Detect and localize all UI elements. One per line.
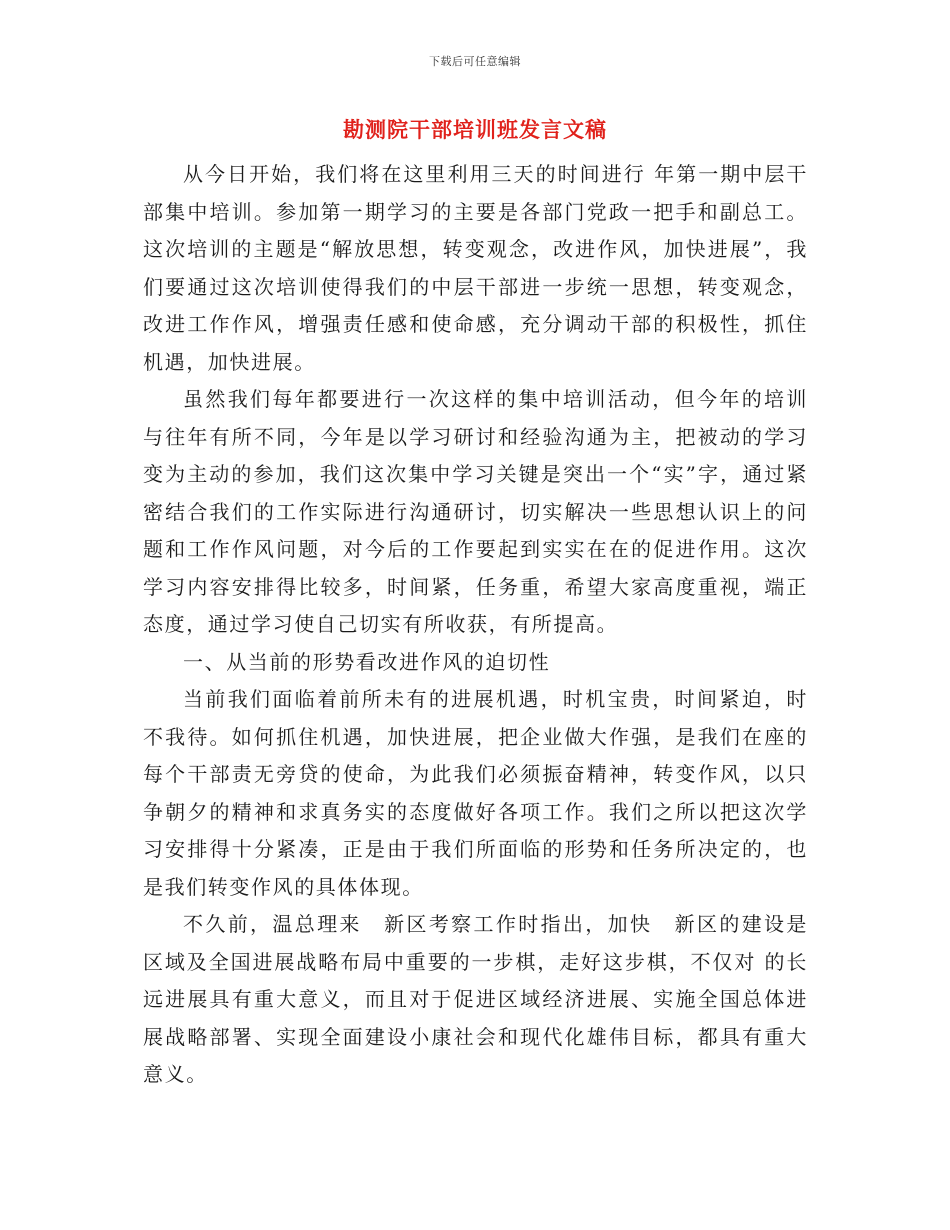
- paragraph-training-difference: 虽然我们每年都要进行一次这样的集中培训活动，但今年的培训与往年有所不同，今年是以学习研讨和经验沟通为主，把被动的学习变为主动的参加，我们这次集中学习关键是突出一个“实”字，通过紧密结合我们的工作实际进行沟通研讨，切实解决一些思想认识上的问题和工作作风问题，对今后的工作要起到实实在在的促进作用。这次学习内容安排得比较多，时间紧，任务重，希望大家高度重视，端正态度，通过学习使自己切实有所收获，有所提高。: [143, 387, 808, 636]
- document-body: [143, 156, 808, 1094]
- section-heading-1: 一、从当前的形势看改进作风的迫切性: [183, 649, 551, 674]
- paragraph-opportunity: 当前我们面临着前所未有的进展机遇，时机宝贵，时间紧迫，时不我待。如何抓住机遇，加快进展，把企业做大作强，是我们在座的每个干部责无旁贷的使命，为此我们必须振奋精神，转变作风，以只争朝夕的精神和求真务实的态度做好各项工作。我们之所以把这次学习安排得十分紧凑，正是由于我们所面临的形势和任务所决定的，也是我们转变作风的具体体现。: [143, 687, 808, 899]
- document-title: 勘测院干部培训班发言文稿: [343, 118, 607, 142]
- paragraph-intro: 从今日开始，我们将在这里利用三天的时间进行 年第一期中层干部集中培训。参加第一期学习的主要是各部门党政一把手和副总工。这次培训的主题是“解放思想，转变观念，改进作风，加快进展”，我们要通过这次培训使得我们的中层干部进一步统一思想，转变观念，改进工作作风，增强责任感和使命感，充分调动干部的积极性，抓住机遇，加快进展。: [143, 162, 808, 374]
- paragraph-premier-visit: 不久前，温总理来 新区考察工作时指出，加快 新区的建设是区域及全国进展战略布局中重要的一步棋，走好这步棋，不仅对 的长远进展具有重大意义，而且对于促进区域经济进展、实施全国总体进展战略部署、实现全面建设小康社会和现代化雄伟目标，都具有重大意义。: [143, 912, 808, 1086]
- page-header-note: 下载后可任意编辑: [429, 55, 521, 68]
